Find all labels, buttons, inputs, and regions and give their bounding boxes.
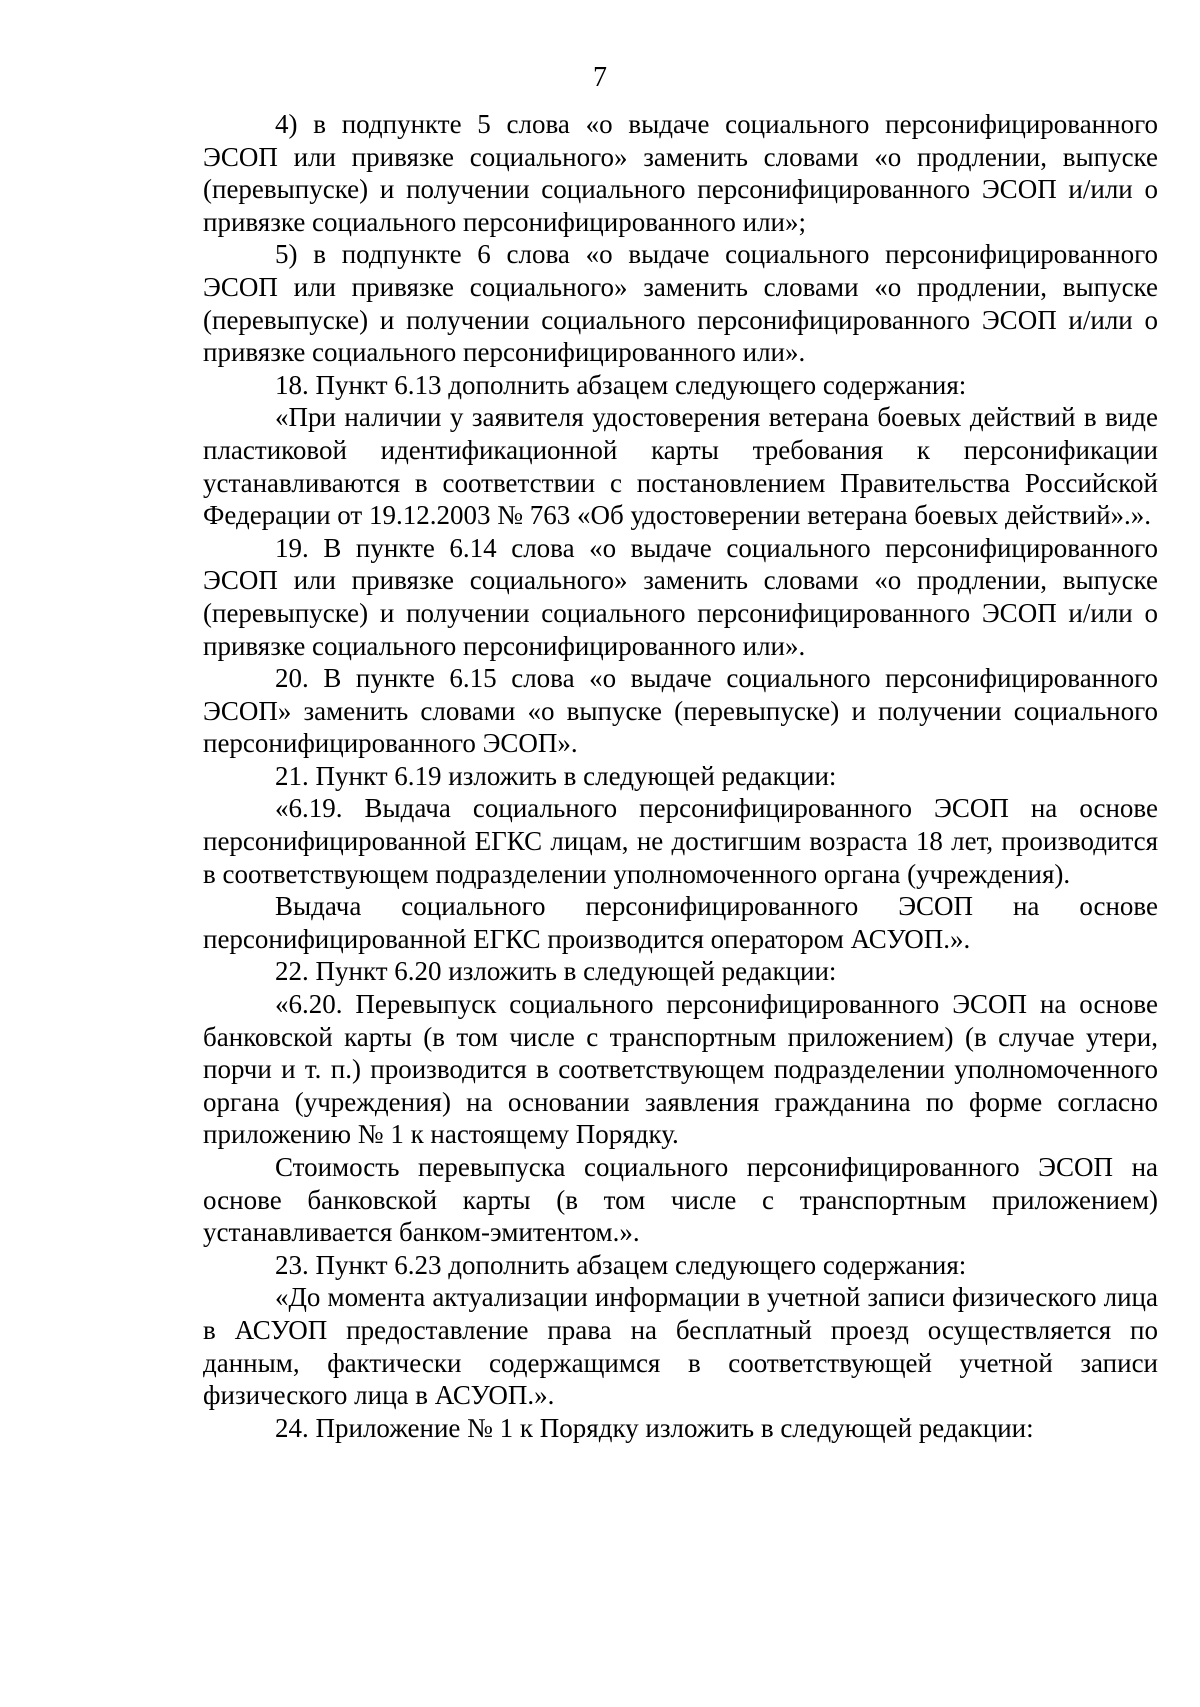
paragraph-item-20: 20. В пункте 6.15 слова «о выдаче социального персонифицированного ЭСОП» заменить словами «о выпуске (перевыпуске) и получении социального персонифицированного ЭСОП». (203, 663, 1158, 759)
document-body (203, 108, 1158, 1444)
page-number: 7 (593, 62, 607, 93)
paragraph-subitem-4: 4) в подпункте 5 слова «о выдаче социального персонифицированного ЭСОП или привязке социального» заменить словами «о продлении, выпуске (перевыпуске) и получении социального персонифицированного ЭСОП и/или о привязке социального персонифицированного или»; (203, 109, 1158, 237)
paragraph-subitem-5: 5) в подпункте 6 слова «о выдаче социального персонифицированного ЭСОП или привязке социального» заменить словами «о продлении, выпуске (перевыпуске) и получении социального персонифицированного ЭСОП и/или о привязке социального персонифицированного или». (203, 239, 1158, 368)
paragraph-item-21-quote-cont: Выдача социального персонифицированного ЭСОП на основе персонифицированной ЕГКС производится оператором АСУОП.». (203, 891, 1158, 954)
paragraph-item-21: 21. Пункт 6.19 изложить в следующей редакции: (275, 760, 837, 791)
paragraph-item-22-quote-cont: Стоимость перевыпуска социального персонифицированного ЭСОП на основе банковской карты (в том числе с транспортным приложением) устанавливается банком-эмитентом.». (203, 1152, 1158, 1248)
paragraph-item-23: 23. Пункт 6.23 дополнить абзацем следующего содержания: (275, 1249, 967, 1280)
paragraph-item-22: 22. Пункт 6.20 изложить в следующей редакции: (275, 956, 837, 987)
paragraph-item-24: 24. Приложение № 1 к Порядку изложить в следующей редакции: (275, 1412, 1034, 1443)
paragraph-item-19: 19. В пункте 6.14 слова «о выдаче социального персонифицированного ЭСОП или привязке социального» заменить словами «о продлении, выпуске (перевыпуске) и получении социального персонифицированного ЭСОП и/или о привязке социального персонифицированного или». (203, 532, 1158, 661)
paragraph-item-18-quote: «При наличии у заявителя удостоверения ветерана боевых действий в виде пластиковой идентификационной карты требования к персонификации устанавливаются в соответствии с постановлением Правительства Российской Федерации от 19.12.2003 № 763 «Об удостоверении ветерана боевых действий».». (203, 402, 1158, 531)
paragraph-item-22-quote: «6.20. Перевыпуск социального персонифицированного ЭСОП на основе банковской карты (в том числе с транспортным приложением) (в случае утери, порчи и т. п.) производится в соответствующем подразделении уполномоченного органа (учреждения) на основании заявления гражданина по форме согласно приложению № 1 к настоящему Порядку. (203, 989, 1158, 1150)
paragraph-item-21-quote: «6.19. Выдача социального персонифицированного ЭСОП на основе персонифицированной ЕГКС лицам, не достигшим возраста 18 лет, производится в соответствующем подразделении уполномоченного органа (учреждения). (203, 793, 1158, 889)
paragraph-item-23-quote: «До момента актуализации информации в учетной записи физического лица в АСУОП предоставление права на бесплатный проезд осуществляется по данным, фактически содержащимся в соответствующей учетной записи физического лица в АСУОП.». (203, 1282, 1158, 1411)
paragraph-item-18: 18. Пункт 6.13 дополнить абзацем следующего содержания: (275, 369, 967, 400)
